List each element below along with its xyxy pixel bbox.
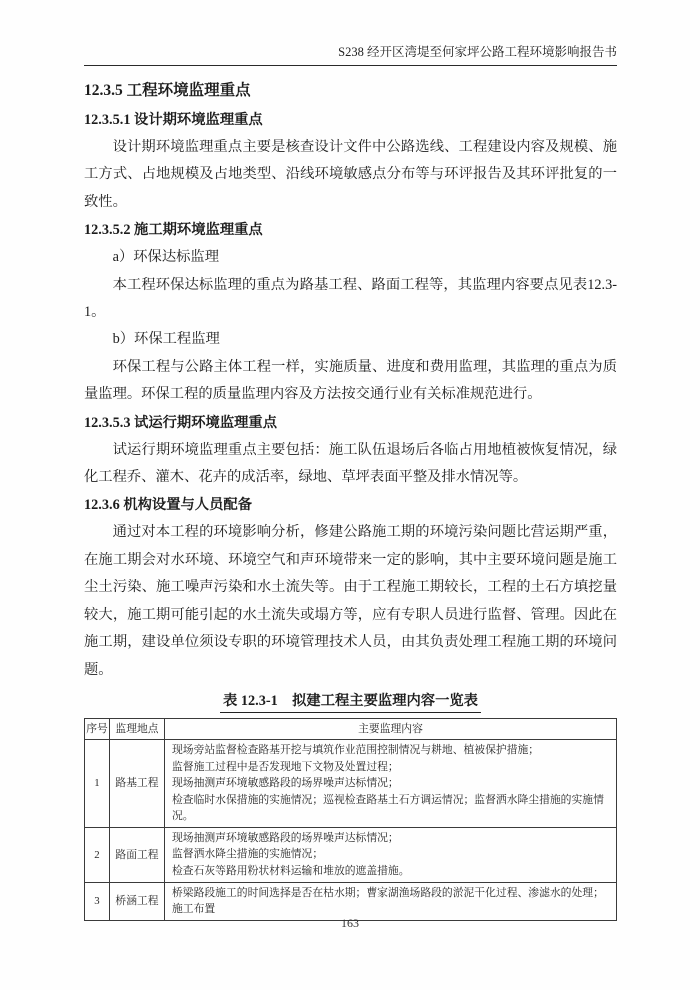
content-line: 现场旁站监督检查路基开挖与填筑作业范围控制情况与耕地、植被保护措施；	[172, 743, 540, 756]
table-row-roadbed	[85, 739, 617, 827]
table-header-row	[85, 718, 617, 739]
report-title: S238 经开区湾堤至何家坪公路工程环境影响报告书	[338, 45, 617, 59]
row-seq: 3	[85, 882, 110, 920]
column-header-location: 监理地点	[110, 718, 165, 739]
row-seq: 2	[85, 827, 110, 882]
row-seq: 1	[85, 739, 110, 827]
paragraph-env-project-supervision: 环保工程与公路主体工程一样，实施质量、进度和费用监理，其监理的重点为质量监理。环保工程的质量监理内容及方法按交通行业有关标准规范进行。	[84, 358, 617, 403]
paragraph-organization: 通过对本工程的环境影响分析，修建公路施工期的环境污染问题比营运期严重，在施工期会对水环境、环境空气和声环境带来一定的影响，其中主要环境问题是施工尘土污染、施工噪声污染和水土流失等。由于工程施工期较长，工程的土石方填挖量较大，施工期可能引起的水土流失或塌方等，应有专职人员进行监督、管理。因此在施工期，建设单位须设专职的环境管理技术人员，由其负责处理工程施工期的环境问题。	[84, 524, 617, 678]
table-row-pavement	[85, 827, 617, 882]
table-row-bridge-culvert	[85, 882, 617, 920]
column-header-seq: 序号	[85, 718, 110, 739]
page-footer	[0, 916, 700, 931]
row-content	[165, 882, 617, 920]
monitoring-content-table	[84, 718, 617, 921]
heading-12-3-5-1: 12.3.5.1 设计期环境监理重点	[84, 112, 263, 128]
content-line: 监督施工过程中是否发现地下文物及处置过程；	[172, 760, 399, 773]
table-caption: 表 12.3-1 拟建工程主要监理内容一览表	[220, 691, 481, 713]
row-content	[165, 739, 617, 827]
content-line: 桥梁路段施工的时间选择是否在枯水期；曹家湖渔场路段的淤泥干化过程、渗滤水的处理；施工布置	[172, 886, 604, 916]
row-location: 路基工程	[110, 739, 165, 827]
paragraph-compliance-supervision: 本工程环保达标监理的重点为路基工程、路面工程等，其监理内容要点见表12.3-1。	[84, 276, 617, 321]
row-content	[165, 827, 617, 882]
table-caption-row	[84, 691, 617, 713]
paragraph-design-period: 设计期环境监理重点主要是核查设计文件中公路选线、工程建设内容及规模、施工方式、占地规模及占地类型、沿线环境敏感点分布等与环评报告及其环评批复的一致性。	[84, 139, 617, 210]
content-line: 现场抽测声环境敏感路段的场界噪声达标情况；	[172, 831, 399, 844]
paragraph-trial-period: 试运行期环境监理重点主要包括：施工队伍退场后各临占用地植被恢复情况，绿化工程乔、灌木、花卉的成活率，绿地、草坪表面平整及排水情况等。	[84, 441, 617, 486]
list-item-a: a）环保达标监理	[112, 249, 220, 266]
row-location: 桥涵工程	[110, 882, 165, 920]
row-location: 路面工程	[110, 827, 165, 882]
heading-12-3-5-3: 12.3.5.3 试运行期环境监理重点	[84, 414, 278, 431]
content-line: 监督洒水降尘措施的实施情况；	[172, 848, 324, 861]
page-content	[84, 78, 617, 921]
column-header-content: 主要监理内容	[165, 718, 617, 739]
list-item-b: b）环保工程监理	[112, 331, 220, 348]
heading-12-3-6: 12.3.6 机构设置与人员配备	[84, 497, 252, 514]
heading-12-3-5-2: 12.3.5.2 施工期环境监理重点	[84, 222, 263, 239]
content-line: 检查石灰等路用粉状材料运输和堆放的遮盖措施。	[172, 865, 410, 878]
page-number: 163	[341, 916, 359, 930]
page-header	[84, 0, 617, 66]
heading-12-3-5: 12.3.5 工程环境监理重点	[84, 82, 251, 99]
content-line: 现场抽测声环境敏感路段的场界噪声达标情况；	[172, 777, 399, 790]
content-line: 检查临时水保措施的实施情况；巡视检查路基土石方调运情况；监督洒水降尘措施的实施情况。	[172, 793, 604, 823]
